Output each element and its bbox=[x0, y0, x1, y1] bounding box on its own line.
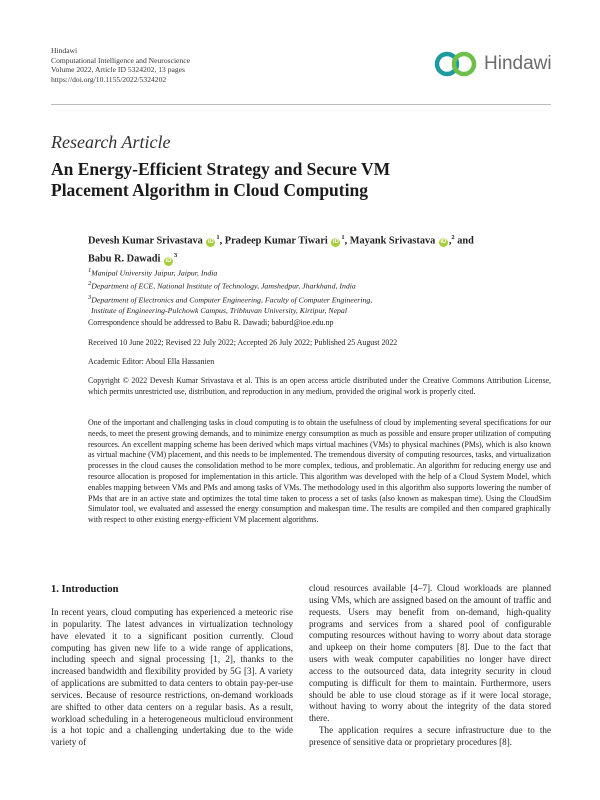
abstract: One of the important and challenging tasks in cloud computing is to obtain the usefulness of cloud by implementing several specifications for our needs, to meet the present growing demands, and to minimize energy consumption as much as possible and ensure proper utilization of computing resources. An excellent mapping scheme has been derived which maps virtual machines (VMs) to physical machines (PMs), which is also known as virtual machine (VM) placement, and this needs to be implemented. The tremendous diversity of computing resources, tasks, and virtualization processes in the cloud causes the consolidation method to be more complex, tedious, and problematic. An algorithm for reducing energy use and resource allocation is proposed for implementation in this article. This algorithm was developed with the help of a Cloud System Model, which enables mapping between VMs and PMs and among tasks of VMs. The methodology used in this algorithm also supports lowering the number of PMs that are in an active state and optimizes the total time taken to process a set of tasks (also known as makespan time). Using the CloudSim Simulator tool, we evaluated and assessed the energy consumption and makespan time. The results are compiled and then compared graphically with respect to other existing energy-efficient VM placement algorithms. bbox=[88, 418, 551, 525]
author-name: Devesh Kumar Srivastava bbox=[88, 235, 203, 247]
affiliation-item: Institute of Engineering-Pulchowk Campus, Tribhuvan University, Kirtipur, Nepal bbox=[91, 306, 347, 316]
affiliation-item: $^3$Department of Electronics and Computer Engineering, Faculty of Computer Engineering, bbox=[88, 293, 373, 305]
body-paragraph: cloud resources available [4–7]. Cloud workloads are planned using VMs, which are assigned based on the amount of traffic and requests. Users may benefit from on-demand, high-quality programs and services from a shared pool of configurable computing resources without having to worry about data storage and upkeep on their home computers [8]. Due to the fact that users with weak computer capabilities no longer have direct access to the outsourced data, data integrity security in cloud computing is difficult for them to maintain. Furthermore, users should be able to use cloud storage as if it were local storage, without having to worry about the integrity of the data stored there. bbox=[309, 583, 551, 724]
article-title: An Energy-Efficient Strategy and Secure VM Placement Algorithm in Cloud Computing bbox=[51, 159, 391, 200]
orcid-icon[interactable]: iD bbox=[332, 239, 339, 246]
body-paragraph: In recent years, cloud computing has experienced a meteoric rise in popularity. The latest advances in virtualization technology have elevated it to a significant position currently. Cloud computing has given new life to a wide range of applications, including speech and signal processing [1, 2], thanks to the increased bandwidth and flexibility provided by 5G [3]. A variety of applications are submitted to data centers to obtain pay-per-use services. Because of resource restrictions, on-demand workloads are shifted to other data centers on a regular basis. As a result, workload scheduling in a heterogeneous multicloud environment is a hot topic and a challenging undertaking due to the wide variety of bbox=[51, 607, 293, 748]
author-affiliation-ref: 1 bbox=[341, 234, 345, 241]
author-name: Babu R. Dawadi bbox=[88, 253, 161, 265]
section-heading: 1. Introduction bbox=[51, 584, 119, 595]
journal-name: Computational Intelligence and Neuroscience bbox=[51, 55, 190, 65]
body-column-left bbox=[51, 607, 293, 749]
copyright-notice: Copyright © 2022 Devesh Kumar Srivastava et al. This is an open access article distributed under the Creative Commons Attribution License, which permits unrestricted use, distribution, and reproduction in any medium, provided the original work is properly cited. bbox=[88, 376, 551, 396]
journal-meta bbox=[51, 46, 190, 84]
volume-info: Volume 2022, Article ID 5324202, 13 pages bbox=[51, 65, 185, 75]
affiliation-item: $^1$Manipal University Jaipur, Jaipur, India bbox=[88, 267, 218, 278]
author-list: Devesh Kumar Srivastava $iD^1$, Pradeep Kumar Tiwari $iD^1$, Mayank Srivastava iD ,$^2$ and Babu R. Dawadi $iD^3$ bbox=[88, 234, 474, 265]
article-type: Research Article bbox=[51, 132, 171, 152]
hindawi-logo-icon bbox=[434, 51, 478, 77]
publisher-name: Hindawi bbox=[51, 46, 78, 55]
body-paragraph: The application requires a secure infrastructure due to the presence of sensitive data or proprietary procedures [8]. bbox=[309, 725, 551, 747]
orcid-icon[interactable]: iD bbox=[440, 239, 447, 246]
author-affiliation-ref: 1 bbox=[216, 234, 220, 241]
affiliation-item: $^2$Department of ECE, National Institute of Technology, Jamshedpur, Jharkhand, India bbox=[88, 280, 356, 291]
logo-wordmark: Hindawi bbox=[484, 53, 552, 74]
doi-link[interactable]: https://doi.org/10.1155/2022/5324202 bbox=[51, 74, 167, 84]
author-name: Mayank Srivastava bbox=[349, 235, 436, 247]
author-name: Pradeep Kumar Tiwari bbox=[224, 235, 328, 247]
author-affiliation-ref: 2 bbox=[451, 234, 455, 241]
orcid-icon[interactable]: iD bbox=[165, 257, 172, 264]
orcid-icon[interactable]: iD bbox=[207, 239, 214, 246]
header-divider bbox=[51, 104, 551, 105]
academic-editor: Academic Editor: Aboul Ella Hassanien bbox=[88, 357, 215, 366]
affiliations bbox=[88, 266, 548, 317]
author-affiliation-ref: 3 bbox=[173, 252, 178, 260]
hindawi-logo bbox=[434, 44, 554, 84]
body-column-right bbox=[309, 583, 551, 749]
publication-dates: Received 10 June 2022; Revised 22 July 2022; Accepted 26 July 2022; Published 25 August 2022 bbox=[88, 338, 398, 347]
correspondence: Correspondence should be addressed to Babu R. Dawadi; baburd@ioe.edu.np bbox=[88, 318, 334, 327]
